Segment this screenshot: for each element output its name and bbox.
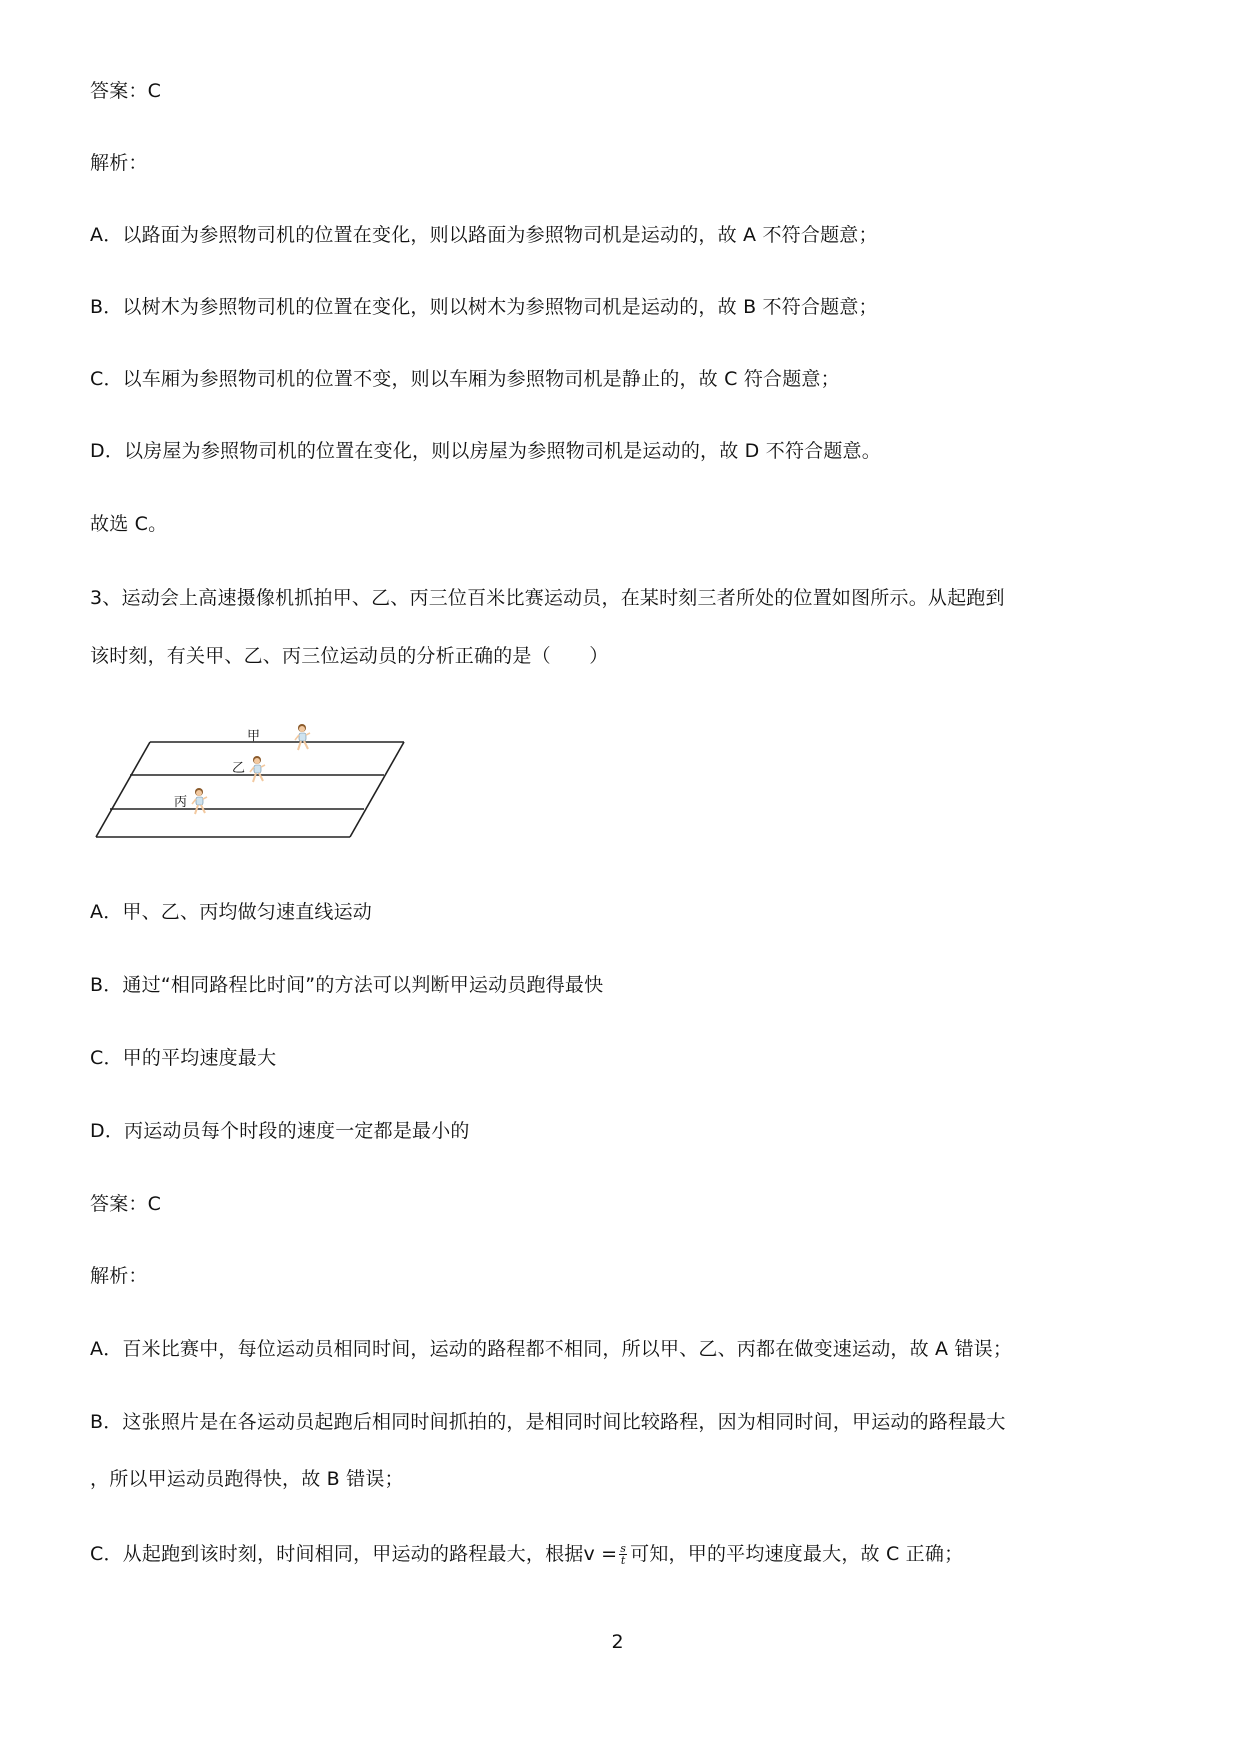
fraction-numerator: s [620,1542,627,1555]
q3-option-c: C．甲的平均速度最大 [90,1047,277,1069]
track-right-edge [350,742,404,837]
runner-bing-label: 丙 [174,795,188,810]
q3-option-d: D．丙运动员每个时段的速度一定都是最小的 [90,1120,470,1142]
q3-analysis-option-c [90,1541,963,1567]
page-number: 2 [611,1631,624,1653]
q3-analysis-option-b-line-1: B．这张照片是在各运动员起跑后相同时间抓拍的，是相同时间比较路程，因为相同时间，甲运动的路程最大 [90,1411,1006,1433]
answer-line-3: 答案：C [90,1193,162,1215]
q2-analysis-option-b: B．以树木为参照物司机的位置在变化，则以树木为参照物司机是运动的，故 B 不符合题意； [90,296,878,318]
q3-analysis-option-b-line-2: ，所以甲运动员跑得快，故 B 错误； [90,1468,404,1490]
runner-bing-icon [192,788,207,814]
q3-analysis-option-a: A．百米比赛中，每位运动员相同时间，运动的路程都不相同，所以甲、乙、丙都在做变速运动，故 A 错误； [90,1338,1013,1360]
analysis-label: 解析： [90,152,148,174]
q3-option-a: A．甲、乙、丙均做匀速直线运动 [90,901,372,923]
answer-line: 答案：C [90,80,162,102]
track-figure [92,720,412,850]
q3-analysis-c-text-after: 可知，甲的平均速度最大，故 C 正确； [630,1543,964,1565]
velocity-fraction [619,1543,627,1566]
track-lanes [96,742,404,837]
question-3-line-1: 3、运动会上高速摄像机抓拍甲、乙、丙三位百米比赛运动员，在某时刻三者所处的位置如图所示。从起跑到 [90,587,1005,609]
q2-analysis-option-a: A．以路面为参照物司机的位置在变化，则以路面为参照物司机是运动的，故 A 不符合题意； [90,224,878,246]
question-3-line-2: 该时刻，有关甲、乙、丙三位运动员的分析正确的是（ ） [90,645,609,667]
fraction-denominator: t [620,1554,626,1567]
q3-option-b: B．通过“相同路程比时间”的方法可以判断甲运动员跑得最快 [90,974,604,996]
q2-analysis-option-d: D．以房屋为参照物司机的位置在变化，则以房屋为参照物司机是运动的，故 D 不符合题意。 [90,440,881,462]
conclusion-line: 故选 C。 [90,513,168,535]
runner-yi-label: 乙 [232,761,246,776]
runner-jia-label: 甲 [247,729,261,744]
runner-jia-icon [295,724,310,750]
q3-analysis-c-text-before: C．从起跑到该时刻，时间相同，甲运动的路程最大，根据v = [90,1543,618,1565]
track-left-edge [96,742,150,837]
runner-yi-icon [250,756,265,782]
q2-analysis-option-c: C．以车厢为参照物司机的位置不变，则以车厢为参照物司机是静止的，故 C 符合题意； [90,368,840,390]
analysis-label-3: 解析： [90,1265,148,1287]
